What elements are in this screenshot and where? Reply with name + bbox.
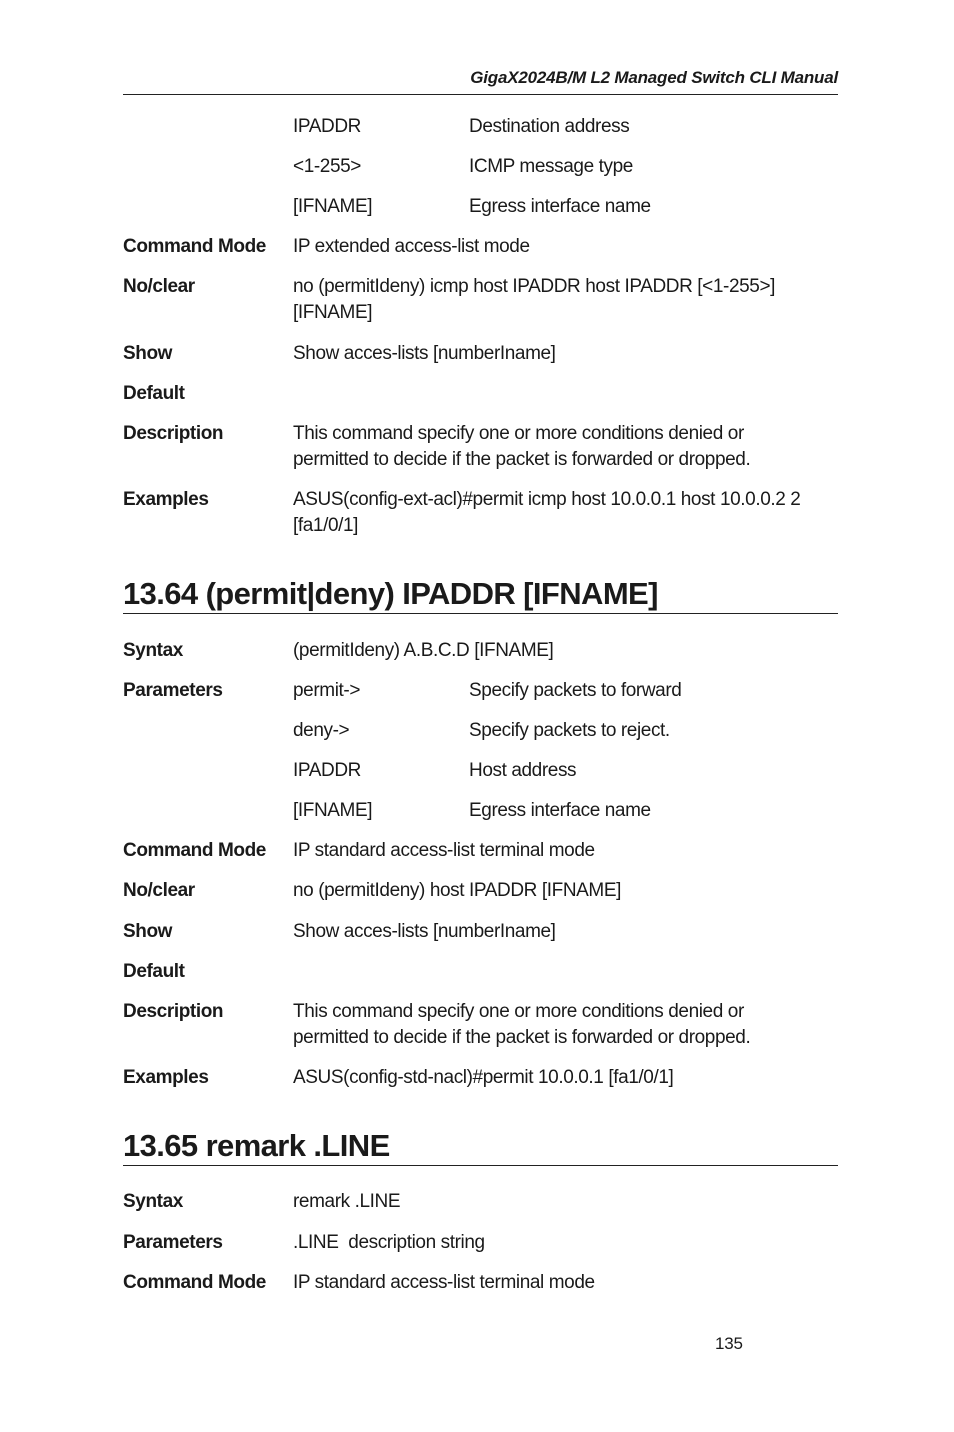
field-label: Description [123, 1001, 224, 1022]
param-name: [IFNAME] [293, 800, 373, 821]
param-desc: Specify packets to forward [469, 680, 682, 701]
value-line: This command specify one or more conditions denied or [293, 423, 744, 444]
field-label: Show [123, 921, 173, 942]
running-header: GigaX2024B/M L2 Managed Switch CLI Manual [123, 68, 838, 95]
field-value: (permitIdeny) A.B.C.D [IFNAME] [293, 640, 554, 661]
field-value [293, 274, 838, 326]
field-value [293, 999, 838, 1051]
field-label: No/clear [123, 276, 195, 297]
field-value: ASUS(config-std-nacl)#permit 10.0.0.1 [fa1/0/1] [293, 1067, 674, 1088]
field-label: Command Mode [123, 236, 266, 257]
param-desc: Specify packets to reject. [469, 720, 670, 741]
value-line: no (permitIdeny) icmp host IPADDR host IPADDR [<1-255>] [293, 276, 776, 297]
param-desc: ICMP message type [469, 156, 633, 177]
page-number: 135 [715, 1334, 743, 1353]
param-name: permit-> [293, 680, 361, 701]
param-desc: Egress interface name [469, 196, 651, 217]
param-name: [IFNAME] [293, 196, 373, 217]
field-value: Show acces-lists [numberIname] [293, 921, 556, 942]
section-heading: 13.65 remark .LINE [123, 1127, 838, 1166]
field-label: Examples [123, 1067, 209, 1088]
field-label: Description [123, 423, 224, 444]
field-label: Examples [123, 489, 209, 510]
value-line: permitted to decide if the packet is forwarded or dropped. [293, 1027, 751, 1048]
field-value: IP standard access-list terminal mode [293, 840, 595, 861]
param-desc: Host address [469, 760, 577, 781]
value-line: permitted to decide if the packet is forwarded or dropped. [293, 449, 751, 470]
param-name: IPADDR [293, 760, 361, 781]
field-value: .LINE description string [293, 1232, 485, 1253]
value-line: ASUS(config-ext-acl)#permit icmp host 10.0.0.1 host 10.0.0.2 2 [293, 489, 801, 510]
param-name: IPADDR [293, 116, 361, 137]
field-label: Show [123, 343, 173, 364]
value-line: This command specify one or more conditions denied or [293, 1001, 744, 1022]
field-label: Default [123, 961, 185, 982]
field-value: IP standard access-list terminal mode [293, 1272, 595, 1293]
field-label: Syntax [123, 1191, 183, 1212]
field-label: Syntax [123, 640, 183, 661]
field-label: Default [123, 383, 185, 404]
field-value [293, 421, 838, 473]
field-label: Parameters [123, 680, 223, 701]
param-desc: Destination address [469, 116, 630, 137]
section-heading: 13.64 (permit|deny) IPADDR [IFNAME] [123, 575, 838, 614]
param-name: deny-> [293, 720, 350, 741]
field-value [293, 487, 838, 539]
field-label: Parameters [123, 1232, 223, 1253]
field-label: Command Mode [123, 840, 266, 861]
field-value: remark .LINE [293, 1191, 401, 1212]
manual-page [123, 0, 838, 1432]
field-value: Show acces-lists [numberIname] [293, 343, 556, 364]
field-value: no (permitIdeny) host IPADDR [IFNAME] [293, 880, 621, 901]
param-name: <1-255> [293, 156, 361, 177]
param-desc: Egress interface name [469, 800, 651, 821]
field-value: IP extended access-list mode [293, 236, 530, 257]
field-label: No/clear [123, 880, 195, 901]
value-line: [fa1/0/1] [293, 515, 359, 536]
field-label: Command Mode [123, 1272, 266, 1293]
value-line: [IFNAME] [293, 302, 373, 323]
